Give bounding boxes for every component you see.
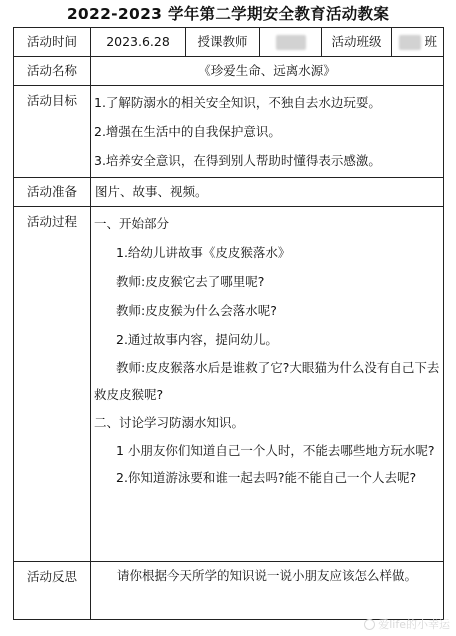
process-step: 教师:皮皮猴落水后是谁救了它?大眼猫为什么没有自己下去救皮皮猴呢? bbox=[94, 360, 440, 402]
process-step: 教师:皮皮猴它去了哪里呢? bbox=[116, 274, 265, 289]
label-activity-time: 活动时间 bbox=[14, 28, 91, 57]
class-cell bbox=[392, 28, 444, 57]
label-activity-goal: 活动目标 bbox=[14, 86, 91, 178]
row-time bbox=[14, 28, 444, 57]
label-activity-reflection: 活动反思 bbox=[14, 562, 91, 620]
section-heading: 二、讨论学习防溺水知识。 bbox=[94, 415, 245, 430]
process-step: 1 小朋友你们知道自己一个人时，不能去哪些地方玩水呢? bbox=[116, 443, 435, 458]
redaction-mark bbox=[399, 35, 421, 50]
activity-reflection bbox=[91, 562, 444, 620]
watermark bbox=[364, 616, 450, 632]
label-activity-name: 活动名称 bbox=[14, 57, 91, 86]
label-activity-prep: 活动准备 bbox=[14, 178, 91, 207]
redaction-mark bbox=[276, 35, 306, 50]
row-activity-name bbox=[14, 57, 444, 86]
row-activity-prep bbox=[14, 178, 444, 207]
label-activity-process: 活动过程 bbox=[14, 207, 91, 562]
watermark-text: 爱life的小幸运 bbox=[378, 618, 450, 631]
goal-item: 2.增强在生活中的自我保护意识。 bbox=[94, 124, 281, 139]
watermark-logo-icon bbox=[364, 619, 375, 630]
reflection-text: 请你根据今天所学的知识说一说小朋友应该怎么样做。 bbox=[117, 568, 418, 583]
process-step: 1.给幼儿讲故事《皮皮猴落水》 bbox=[116, 245, 291, 260]
lesson-plan-table bbox=[13, 27, 444, 620]
activity-prep: 图片、故事、视频。 bbox=[91, 178, 444, 207]
row-activity-goal bbox=[14, 86, 444, 178]
activity-name: 《珍爱生命、远离水源》 bbox=[91, 57, 444, 86]
activity-process bbox=[91, 207, 444, 562]
label-teacher: 授课教师 bbox=[186, 28, 260, 57]
process-step: 教师:皮皮猴为什么会落水呢? bbox=[116, 303, 277, 318]
class-suffix: 班 bbox=[424, 34, 437, 49]
process-step: 2.通过故事内容，提问幼儿。 bbox=[116, 332, 278, 347]
activity-date: 2023.6.28 bbox=[91, 28, 186, 57]
goal-item: 3.培养安全意识，在得到别人帮助时懂得表示感激。 bbox=[94, 153, 381, 168]
teacher-name-redacted bbox=[260, 28, 322, 57]
goal-item: 1.了解防溺水的相关安全知识，不独自去水边玩耍。 bbox=[94, 95, 381, 110]
activity-goals bbox=[91, 86, 444, 178]
label-class: 活动班级 bbox=[322, 28, 392, 57]
row-activity-reflection bbox=[14, 562, 444, 620]
row-activity-process bbox=[14, 207, 444, 562]
document-title: 2022-2023 学年第二学期安全教育活动教案 bbox=[66, 5, 390, 23]
section-heading: 一、开始部分 bbox=[94, 216, 170, 231]
process-step: 2.你知道游泳要和谁一起去吗?能不能自己一个人去呢? bbox=[116, 470, 417, 485]
